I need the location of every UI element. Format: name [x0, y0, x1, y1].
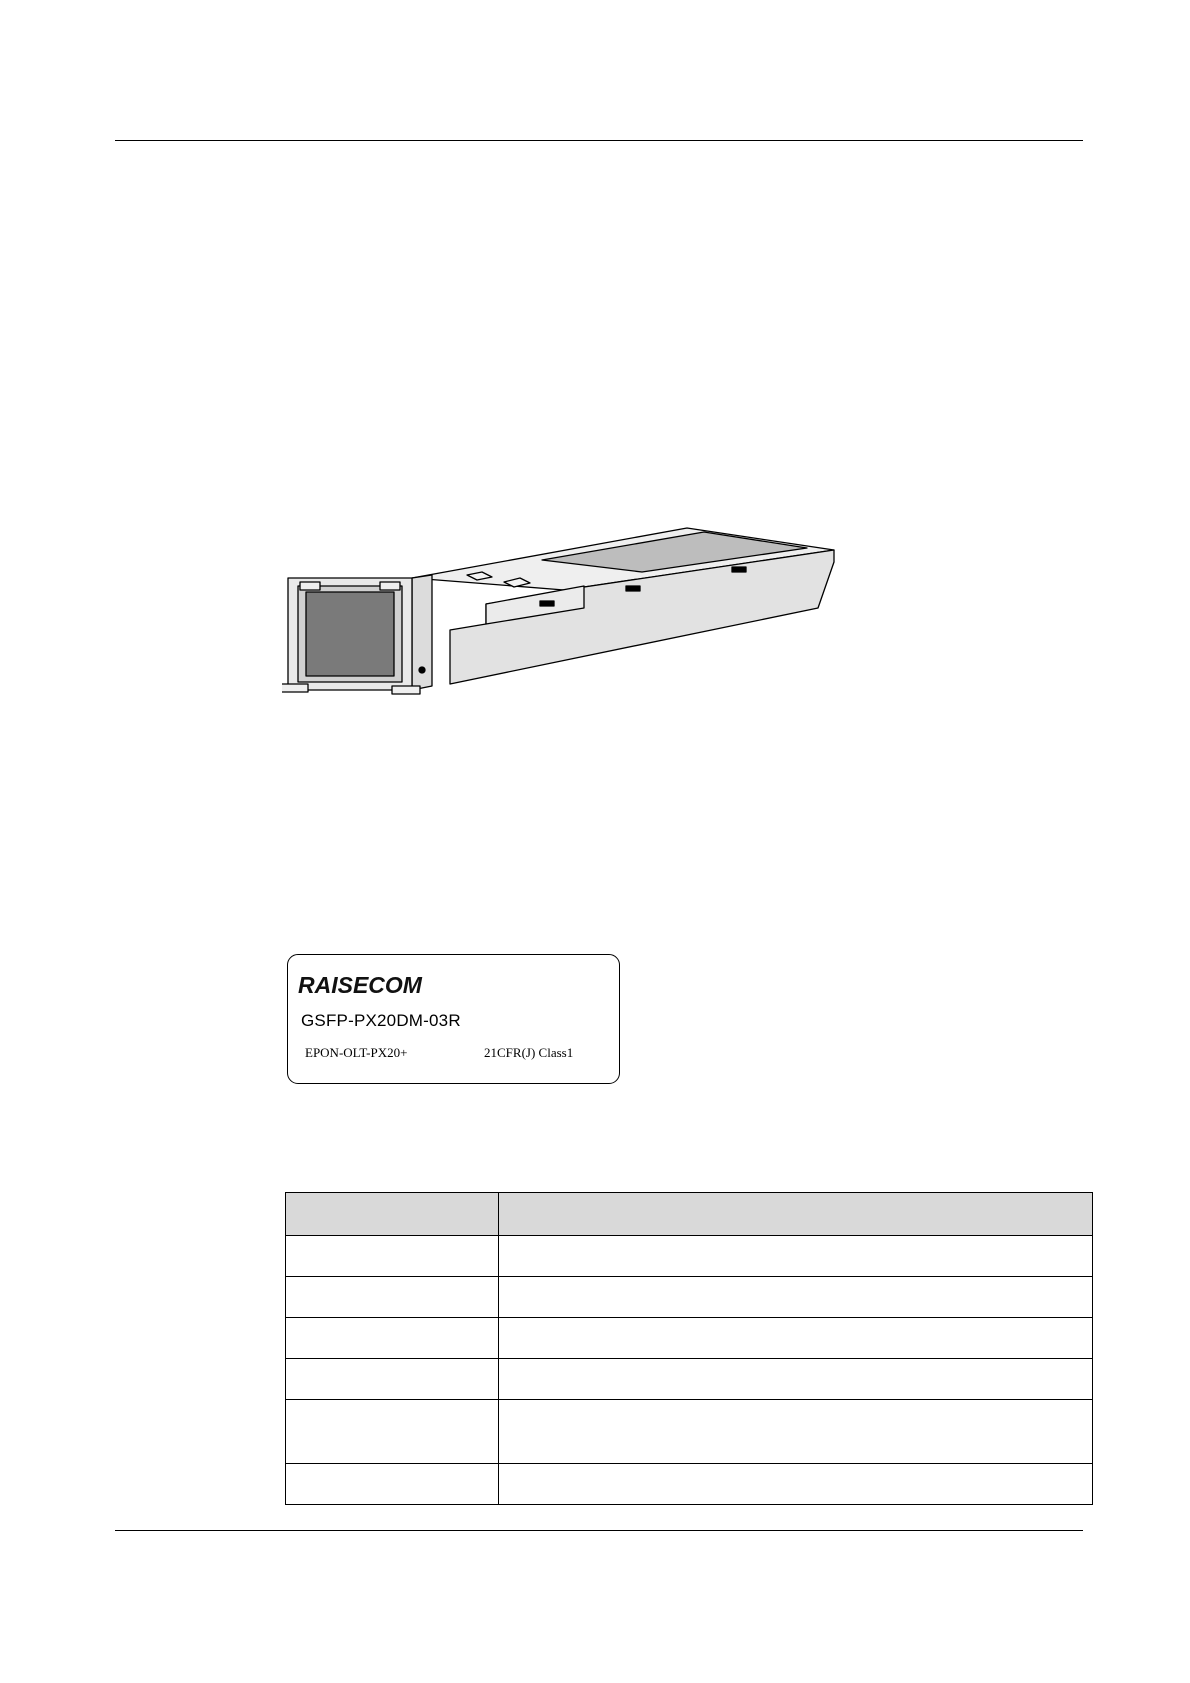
label-standard: EPON-OLT-PX20+: [305, 1045, 408, 1060]
header-rule: [115, 140, 1083, 141]
table-cell: [286, 1464, 499, 1505]
table-row: [286, 1400, 1093, 1464]
table-row: [286, 1464, 1093, 1505]
table-cell: [286, 1359, 499, 1400]
table-row: [286, 1277, 1093, 1318]
table-cell: [286, 1400, 499, 1464]
product-label: [287, 954, 620, 1084]
table-cell: [286, 1318, 499, 1359]
table-row: [286, 1236, 1093, 1277]
table-row: [286, 1359, 1093, 1400]
sfp-module-illustration: [282, 520, 852, 700]
table-cell: [499, 1464, 1093, 1505]
table-cell: [499, 1400, 1093, 1464]
label-laser-class: 21CFR(J) Class1: [484, 1045, 574, 1060]
table-header-cell: [499, 1193, 1093, 1236]
table-cell: [286, 1236, 499, 1277]
logo-text: RAISECOM: [298, 972, 422, 997]
table-header-row: [286, 1193, 1093, 1236]
table-cell: [499, 1318, 1093, 1359]
table-cell: [499, 1359, 1093, 1400]
table-row: [286, 1318, 1093, 1359]
table-cell: [499, 1277, 1093, 1318]
label-model-number: GSFP-PX20DM-03R: [301, 1011, 461, 1030]
table-cell: [499, 1236, 1093, 1277]
table-cell: [286, 1277, 499, 1318]
footer-rule: [115, 1530, 1083, 1531]
parameter-table: [285, 1192, 1093, 1505]
table-header-cell: [286, 1193, 499, 1236]
raisecom-logo: [298, 971, 433, 997]
